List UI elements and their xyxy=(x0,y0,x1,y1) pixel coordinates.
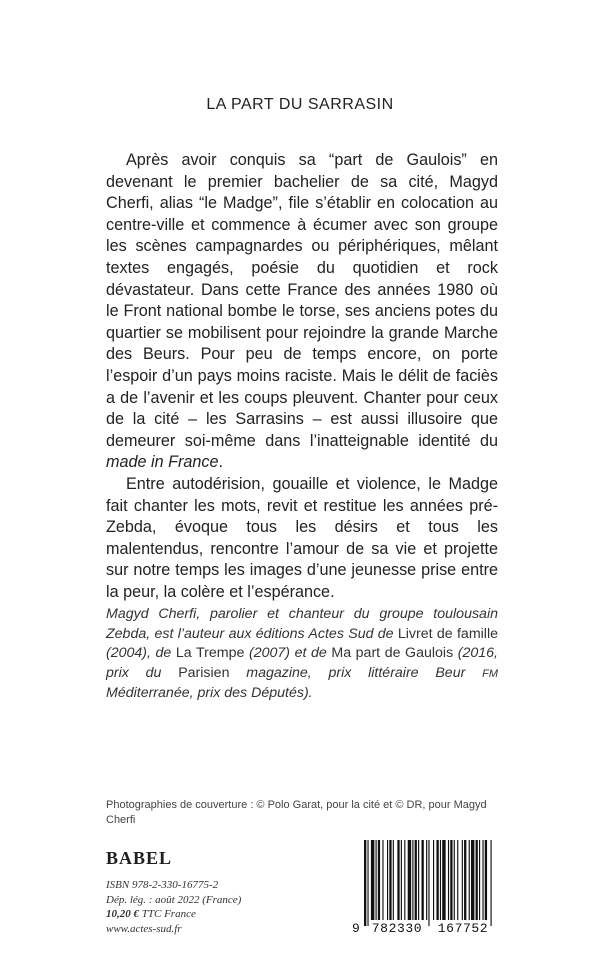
barcode-bar xyxy=(482,840,483,920)
bio-text-1: Magyd Cherfi, parolier et chanteur du groupe toulousain Zebda, est l’auteur aux éditions Actes Sud de xyxy=(106,606,498,642)
summary-paragraph-1 xyxy=(106,150,498,474)
barcode-bar xyxy=(389,840,391,920)
barcode-bar xyxy=(382,840,383,920)
barcode-bar xyxy=(485,840,487,920)
barcode-bar xyxy=(476,840,478,920)
barcode-bar xyxy=(408,840,411,920)
price-note: TTC France xyxy=(141,908,196,920)
barcode-bar xyxy=(367,840,368,926)
barcode-bar xyxy=(440,840,441,920)
barcode-bar xyxy=(479,840,480,920)
barcode-bar xyxy=(393,840,394,920)
barcode-bar xyxy=(471,840,474,920)
barcode-bar xyxy=(462,840,463,920)
bio-text-4: (2016, prix du xyxy=(106,645,498,681)
barcode-bar xyxy=(450,840,452,920)
summary-paragraph-1-text: Après avoir conquis sa “part de Gaulois” en devenant le premier bachelier de sa cité, Magyd Cherfi, alias “le Madge”, file s’établir en colocation au centre-ville et commence à écumer avec son groupe les scènes campagnardes ou périphériques, mêlant textes engagés, poésie du quotidien et rock dévastateur. Dans cette France des années 1980 où le Front national bombe le torse, ses anciens potes du quartier se mobilisent pour rejoindre la grande Marche des Beurs. Pour peu de temps encore, on porte l’espoir d’un pays moins raciste. Mais le délit de faciès a de l’avenir et les coups pleuvent. Chanter pour ceux de la cité – les Sarrasins – est aussi illusoire que demeurer soi-même dans l’inatteignable identité du xyxy=(106,151,498,450)
barcode-bar xyxy=(412,840,413,920)
bio-book-title-1: Livret de famille xyxy=(397,625,498,642)
legal-deposit: Dép. lég. : août 2022 (France) xyxy=(106,893,242,906)
author-bio xyxy=(106,605,498,704)
bio-text-5: magazine, prix littéraire Beur xyxy=(246,664,466,681)
publisher-brand: BABEL xyxy=(106,848,173,868)
barcode-bar xyxy=(404,840,405,920)
barcode-bar xyxy=(469,840,470,920)
barcode-bar xyxy=(457,840,458,920)
barcode-bar xyxy=(454,840,455,920)
barcode-bar xyxy=(376,840,377,920)
bio-text-3: (2007) et de xyxy=(248,645,327,662)
barcode-bar xyxy=(378,840,380,920)
price xyxy=(106,907,306,922)
barcode-digits-left: 782330 xyxy=(371,921,423,936)
bio-magazine-name: Parisien xyxy=(178,664,230,681)
barcode-bar xyxy=(401,840,402,920)
barcode-bar xyxy=(442,840,445,920)
barcode-digits xyxy=(352,921,500,936)
price-amount: 10,20 € xyxy=(106,908,139,920)
barcode-bar xyxy=(397,840,399,920)
book-title: LA PART DU SARRASIN xyxy=(206,96,394,113)
summary-paragraph-2: Entre autodérision, gouaille et violence, le Madge fait chanter les mots, revit et restitue les années pré-Zebda, évoque tous les désirs et tous les malentendus, rencontre l’amour de sa vie et projette sur notre temps les images d’une jeunesse prise entre la peur, la colère et l’espérance. xyxy=(106,474,498,601)
bio-small-caps: FM xyxy=(482,667,498,680)
bio-book-title-2: La Trempe xyxy=(175,645,245,662)
barcode-bar xyxy=(491,840,492,926)
bio-text-6: Méditerranée, prix des Députés). xyxy=(106,685,313,702)
summary-italic-phrase: made in France xyxy=(106,453,219,472)
barcode-digits-right: 167752 xyxy=(437,921,489,936)
barcode-bar xyxy=(387,840,388,920)
barcode-bar xyxy=(415,840,417,920)
isbn: ISBN 978-2-330-16775-2 xyxy=(106,879,219,891)
bio-book-title-3: Ma part de Gaulois xyxy=(331,645,454,662)
barcode-bar xyxy=(464,840,466,920)
publication-info xyxy=(106,878,306,936)
barcode-bar xyxy=(418,840,419,920)
summary-text xyxy=(106,150,498,603)
barcode-bar xyxy=(364,840,366,926)
website: www.actes-sud.fr xyxy=(106,922,182,935)
barcode-bar xyxy=(428,840,429,926)
barcode-bar xyxy=(433,840,434,920)
barcode-bar xyxy=(436,840,438,920)
barcode-bar xyxy=(448,840,449,920)
barcode-digit-first: 9 xyxy=(352,921,361,936)
bio-text-2: (2004), de xyxy=(106,645,172,662)
barcode-bar xyxy=(422,840,424,920)
barcode-bar xyxy=(426,840,427,920)
summary-paragraph-1-end: . xyxy=(218,453,223,472)
barcode-bar xyxy=(371,840,374,920)
photo-credits: Photographies de couverture : © Polo Garat, pour la cité et © DR, pour Magyd Cherfi xyxy=(106,799,487,826)
